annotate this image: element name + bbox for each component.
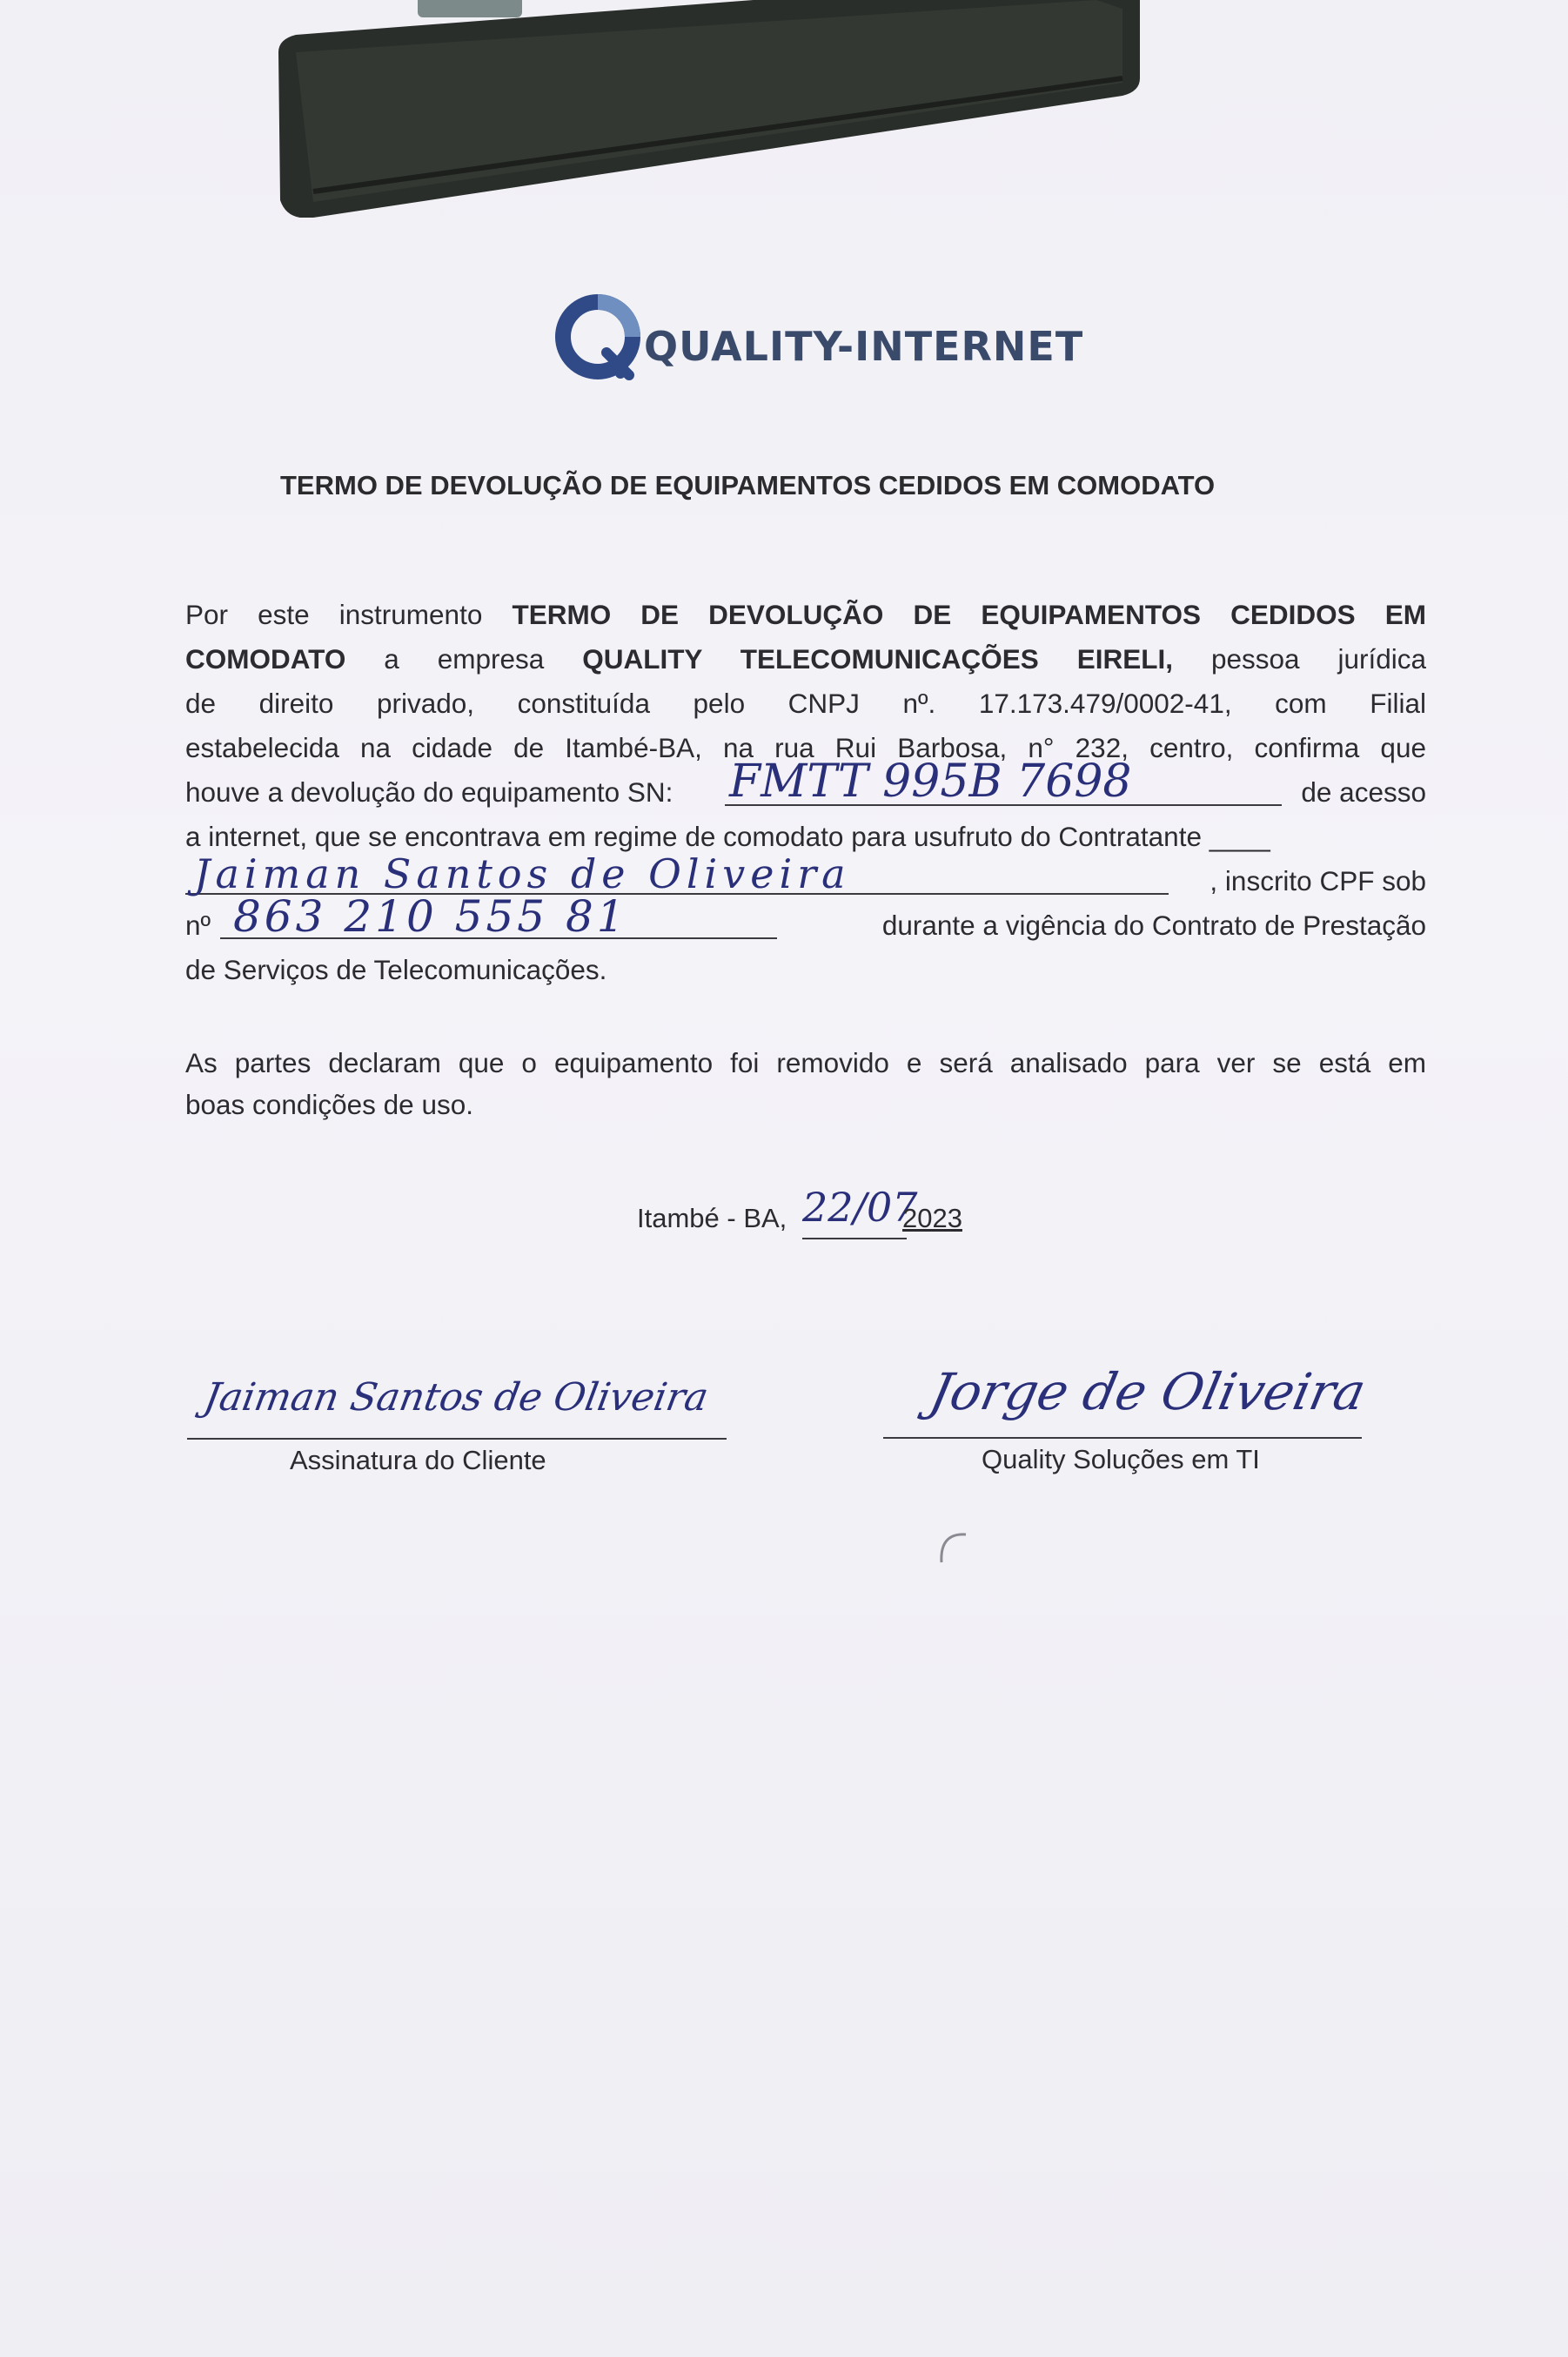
paragraph-line-9: de Serviços de Telecomunicações. xyxy=(185,954,607,985)
handwritten-client-name: Jaiman Santos de Oliveira xyxy=(194,850,851,897)
paragraph-line-6: a internet, que se encontrava em regime de comodato para usufruto do Contratante ____ xyxy=(185,821,1270,852)
paragraph-line-2: COMODATO a empresa QUALITY TELECOMUNICAÇÕES EIRELI, pessoa jurídica xyxy=(185,643,1426,675)
company-logo xyxy=(553,292,1084,387)
paragraph-line-3: de direito privado, constituída pelo CNPJ nº. 17.173.479/0002-41, com Filial xyxy=(185,688,1426,719)
handwritten-date: 22/07 xyxy=(802,1184,918,1231)
client-signature-caption: Assinatura do Cliente xyxy=(290,1445,546,1475)
date-blank xyxy=(802,1238,907,1239)
pencil-mark xyxy=(931,1528,975,1571)
handwritten-cpf: 863 210 555 81 xyxy=(233,891,628,942)
declaration-line-1: As partes declaram que o equipamento foi removido e será analisado para ver se está em xyxy=(185,1047,1426,1078)
client-signature: Jaiman Santos de Oliveira xyxy=(200,1375,712,1420)
q-logo-icon xyxy=(553,292,648,387)
paragraph-line-1: Por este instrumento TERMO DE DEVOLUÇÃO DE EQUIPAMENTOS CEDIDOS EM xyxy=(185,599,1426,630)
client-signature-block xyxy=(187,1375,744,1480)
document-title: TERMO DE DEVOLUÇÃO DE EQUIPAMENTOS CEDIDOS EM COMODATO xyxy=(280,470,1216,500)
declaration-line-2: boas condições de uso. xyxy=(185,1089,473,1120)
client-signature-line xyxy=(187,1438,727,1440)
logo-text: QUALITY-INTERNET xyxy=(644,323,1084,370)
handwritten-serial: FMTT 995B 7698 xyxy=(729,755,1132,808)
company-signature-line xyxy=(883,1437,1362,1439)
date-line: Itambé - BA, 22/07 2023 xyxy=(637,1203,985,1246)
clipboard-clip xyxy=(261,0,1140,218)
company-signature-caption: Quality Soluções em TI xyxy=(982,1444,1260,1474)
company-signature: Jorge de Oliveira xyxy=(924,1362,1371,1421)
company-signature-block xyxy=(883,1345,1370,1484)
paragraph-line-4: estabelecida na cidade de Itambé-BA, na rua Rui Barbosa, n° 232, centro, confirma que xyxy=(185,732,1426,763)
document-page: QUALITY-INTERNET TERMO DE DEVOLUÇÃO DE EQUIPAMENTOS CEDIDOS EM COMODATO Por este instrumento TERMO DE DEVOLUÇÃO DE EQUIPAMENTOS CEDIDOS EM COMODATO a empresa QUALITY TELECOMUNICAÇÕES EIRELI, pessoa jurídica de direito privado, constituída pelo CNPJ nº. 17.173.479/0002-41, com Filial estabelecida na cidade de Itambé-BA, na rua Rui Barbosa, n° 232, centro, confirma que houve a devolução do equipamento SN: FMTT 995B 7698 de acesso a internet, que se encontrava em regime de comodato para usufruto do Contratante ____ Jaiman Santos de Oliveira , inscrito CPF sob nº 863 210 555 81 durante a vigência do Contrato de Prestação de Serviços de Telecomunicações. As partes declaram que o equipamento foi removido e será analisado para ver se está em boas condições de uso. Itambé - BA, 22/07 2023 Jaiman Santos de Oliveira Assinatura do Cliente Jorge de Oliveira Quality Soluções em TI xyxy=(0,0,1568,2357)
